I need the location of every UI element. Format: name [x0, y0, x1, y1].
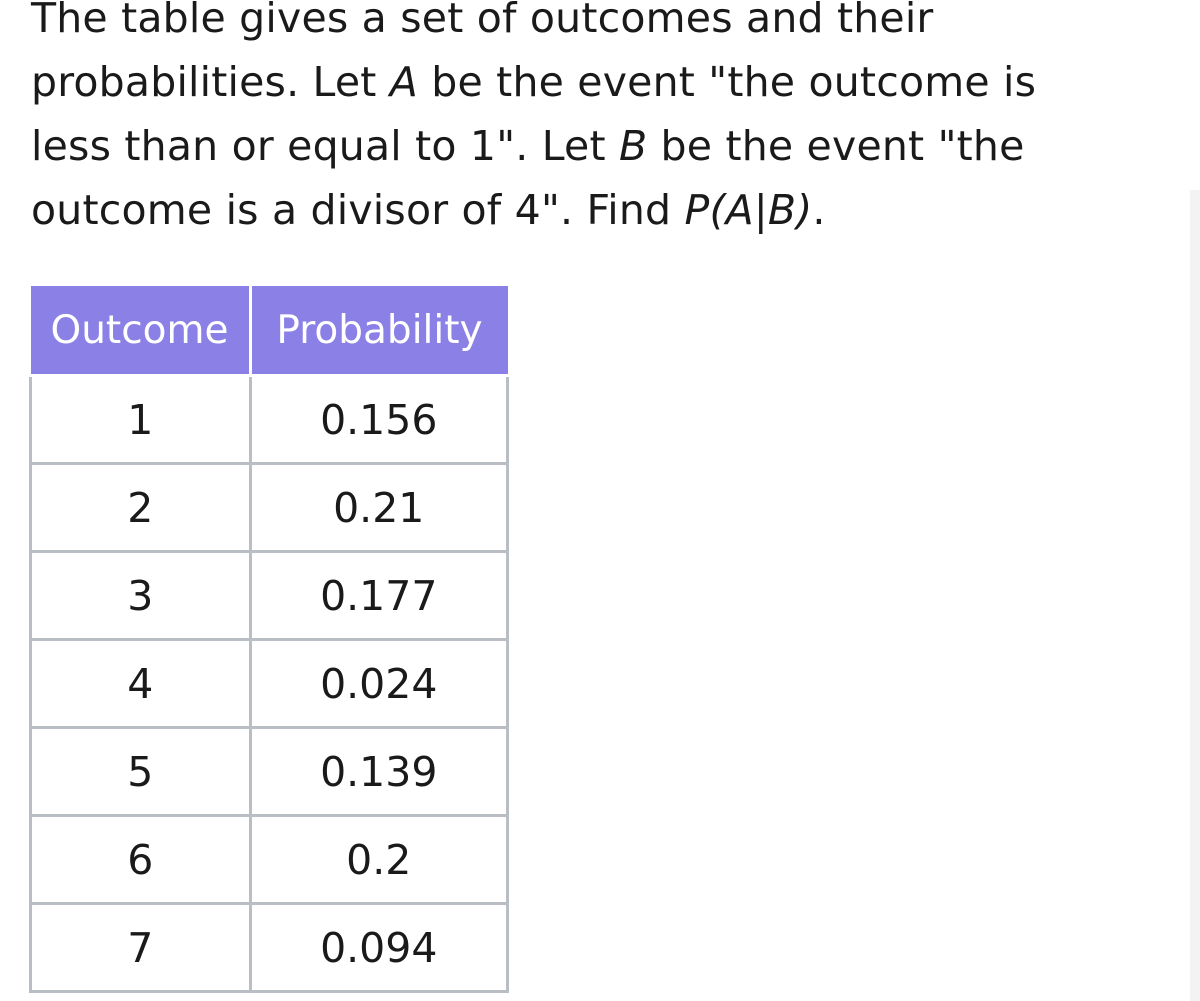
probability-cell: 0.094 [250, 904, 508, 992]
probability-cell: 0.024 [250, 640, 508, 728]
probability-cell: 0.177 [250, 552, 508, 640]
outcome-cell: 2 [31, 464, 251, 552]
event-a-symbol: A [389, 58, 419, 106]
table-row [31, 464, 508, 552]
table-row [31, 640, 508, 728]
question-line-2 [31, 50, 1181, 114]
page-right-edge [1190, 190, 1200, 1001]
question-line-1 [31, 0, 1181, 50]
outcome-cell: 5 [31, 728, 251, 816]
question-line-2-text-a: probabilities. Let [31, 58, 390, 106]
question-line-3-text-b: be the event "the [647, 122, 1025, 170]
probability-column-header: Probability [250, 286, 508, 376]
outcome-cell: 4 [31, 640, 251, 728]
outcome-cell: 7 [31, 904, 251, 992]
question-line-3-text-a: less than or equal to 1". Let [31, 122, 619, 170]
probability-cell: 0.2 [250, 816, 508, 904]
outcome-cell: 1 [31, 376, 251, 464]
table-row [31, 904, 508, 992]
table-row [31, 552, 508, 640]
question-line-4-text-a: outcome is a divisor of 4". Find [31, 186, 685, 234]
table-row [31, 376, 508, 464]
outcome-cell: 3 [31, 552, 251, 640]
table-header-row [31, 286, 508, 376]
probability-cell: 0.139 [250, 728, 508, 816]
question-line-1-text: The table gives a set of outcomes and their [31, 0, 934, 42]
outcome-column-header: Outcome [31, 286, 251, 376]
question-line-4 [31, 178, 1181, 242]
question-text [31, 0, 1181, 242]
table-row [31, 728, 508, 816]
question-line-3 [31, 114, 1181, 178]
question-line-2-text-b: be the event "the outcome is [418, 58, 1037, 106]
conditional-probability-expression: P(A|B) [684, 186, 813, 234]
table-row [31, 816, 508, 904]
probability-cell: 0.21 [250, 464, 508, 552]
event-b-symbol: B [619, 122, 648, 170]
probability-cell: 0.156 [250, 376, 508, 464]
question-line-4-text-b: . [812, 186, 826, 234]
outcome-cell: 6 [31, 816, 251, 904]
probability-table [29, 286, 509, 993]
